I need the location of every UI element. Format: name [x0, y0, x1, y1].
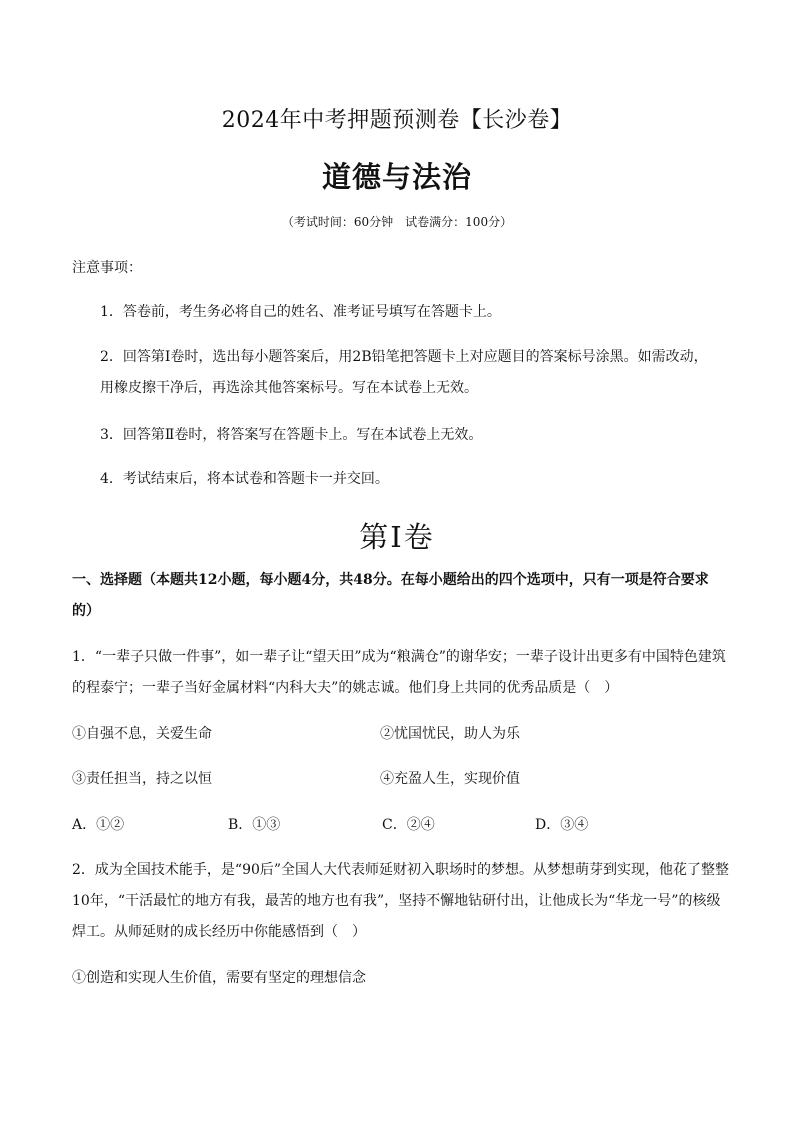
exam-info: （考试时间：60分钟 试卷满分：100分）	[281, 215, 513, 229]
q2-stem-cont-2: 焊工。从师延财的成长经历中你能感悟到（ ）	[72, 924, 366, 940]
section-instruction: 一、选择题（本题共12小题，每小题4分，共48分。在每小题给出的四个选项中，只有一项是符合要求	[72, 572, 709, 588]
section-title: 第Ⅰ卷	[359, 520, 435, 554]
q1-statements-row-1	[0, 724, 794, 744]
q1-stem-cont: 的程泰宁；一辈子当好金属材料“内科大夫”的姚志诚。他们身上共同的优秀品质是（ ）	[72, 680, 619, 696]
note-item-1: 1．答卷前，考生务必将自己的姓名、准考证号填写在答题卡上。	[100, 304, 501, 320]
section-instruction-cont: 的）	[72, 603, 100, 619]
q1-stem: 1．“一辈子只做一件事”，如一辈子让“望天田”成为“粮满仓”的谢华安；一辈子设计出更多有中国特色建筑	[72, 649, 726, 665]
q1-statement-1: ①自强不息，关爱生命	[72, 726, 212, 742]
q2-statement-1: ①创造和实现人生价值，需要有坚定的理想信念	[72, 970, 366, 986]
q1-statement-4: ④充盈人生，实现价值	[380, 771, 520, 787]
exam-title: 2024年中考押题预测卷【长沙卷】	[221, 108, 573, 133]
note-item-2: 2．回答第Ⅰ卷时，选出每小题答案后，用2B铅笔把答题卡上对应题目的答案标号涂黑。如需改动，	[100, 349, 708, 365]
q1-statement-2: ②忧国忧民，助人为乐	[380, 726, 520, 742]
notes-heading: 注意事项：	[72, 260, 142, 276]
subject-title: 道德与法治	[321, 160, 472, 194]
note-item-2-cont: 用橡皮擦干净后，再选涂其他答案标号。写在本试卷上无效。	[100, 380, 478, 396]
q1-option-b: B．①③	[228, 817, 281, 833]
q1-option-d: D．③④	[535, 817, 589, 833]
q1-statement-3: ③责任担当，持之以恒	[72, 771, 212, 787]
note-item-4: 4．考试结束后，将本试卷和答题卡一并交回。	[100, 471, 389, 487]
q2-stem-cont-1: 10年，“干活最忙的地方有我，最苦的地方也有我”，坚持不懈地钻研付出，让他成长为“华龙一号”的核级	[72, 893, 721, 909]
q1-options	[0, 815, 794, 835]
q1-statements-row-2	[0, 769, 794, 789]
q1-option-c: C．②④	[382, 817, 435, 833]
q2-stem: 2．成为全国技术能手，是“90后”全国人大代表师延财初入职场时的梦想。从梦想萌芽到实现，他花了整整	[72, 862, 730, 878]
q1-option-a: A．①②	[72, 817, 125, 833]
note-item-3: 3．回答第Ⅱ卷时，将答案写在答题卡上。写在本试卷上无效。	[100, 427, 483, 443]
